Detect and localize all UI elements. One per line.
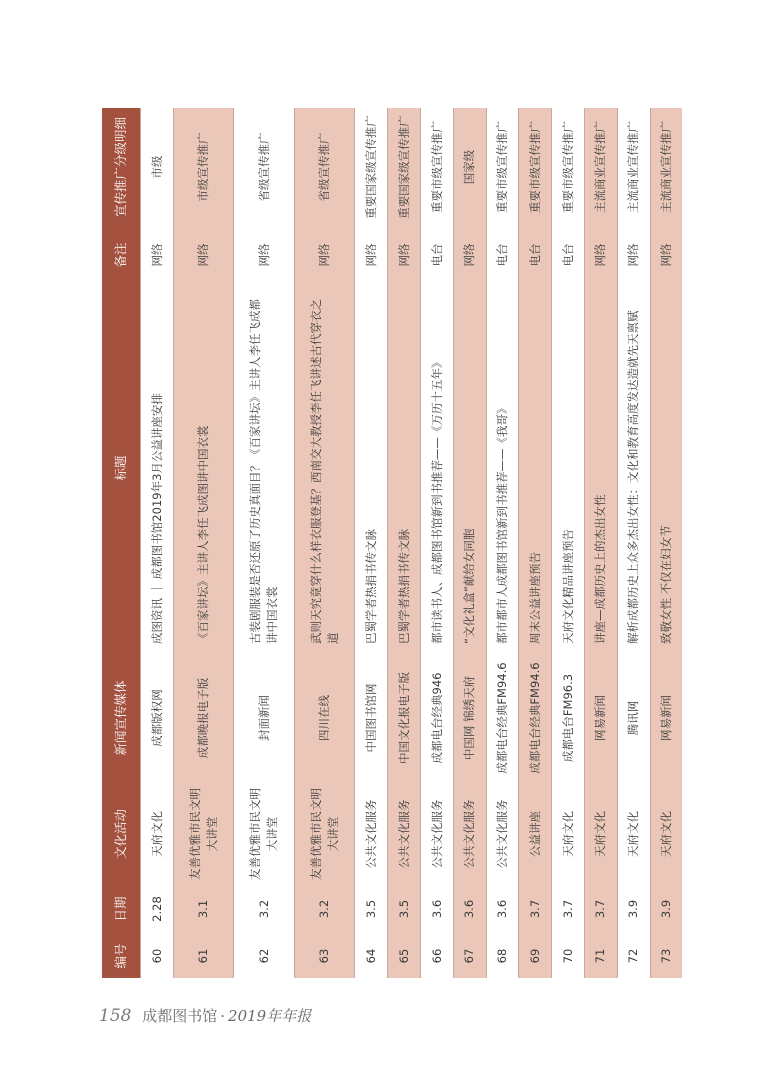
cell-activity: 公共文化服务 (388, 784, 421, 884)
cell-media: 网易新闻 (584, 652, 617, 784)
cell-media: 成都电台经典946 (421, 652, 454, 784)
cell-activity: 公共文化服务 (355, 784, 388, 884)
cell-number: 64 (355, 934, 388, 978)
cell-activity: 天府文化 (141, 784, 174, 884)
header-date: 日期 (102, 884, 141, 934)
cell-date: 3.6 (421, 884, 454, 934)
cell-level: 市级 (141, 108, 174, 226)
table-row (617, 108, 650, 978)
cell-note: 网络 (141, 226, 174, 284)
cell-level: 主流商业宣传推广 (650, 108, 682, 226)
cell-title: 古装剧服装是否还原了历史真面目？《百家讲坛》主讲人李任飞成都讲中国衣裳 (234, 284, 295, 652)
cell-note: 电台 (519, 226, 552, 284)
cell-media: 封面新闻 (234, 652, 295, 784)
cell-number: 67 (453, 934, 486, 978)
cell-note: 电台 (552, 226, 585, 284)
cell-media: 中国文化报电子版 (388, 652, 421, 784)
header-note: 备注 (102, 226, 141, 284)
table-row (519, 108, 552, 978)
cell-note: 网络 (355, 226, 388, 284)
header-title: 标题 (102, 284, 141, 652)
cell-activity: 天府文化 (552, 784, 585, 884)
cell-note: 网络 (388, 226, 421, 284)
publicity-table (102, 108, 682, 978)
cell-number: 69 (519, 934, 552, 978)
book-title: 成都图书馆 (142, 1007, 218, 1025)
cell-title: 致敬女性 不仅在妇女节 (650, 284, 682, 652)
table-row (421, 108, 454, 978)
footer-separator: · (220, 1007, 226, 1025)
table-body (141, 108, 683, 978)
cell-number: 63 (294, 934, 355, 978)
cell-note: 网络 (584, 226, 617, 284)
cell-title: 都市读书人、成都图书馆新到书推荐——《万历十五年》 (421, 284, 454, 652)
table-row (453, 108, 486, 978)
cell-media: 中国网 锦绣天府 (453, 652, 486, 784)
cell-number: 62 (234, 934, 295, 978)
table-row (486, 108, 519, 978)
cell-title: “文化礼盒”献给女同胞 (453, 284, 486, 652)
cell-date: 3.7 (519, 884, 552, 934)
cell-number: 68 (486, 934, 519, 978)
cell-title: 武则天究竟穿什么样衣服登基？西南交大教授李任飞讲述古代穿衣之道 (294, 284, 355, 652)
table-row (355, 108, 388, 978)
cell-activity: 友善优雅市民文明大讲堂 (294, 784, 355, 884)
table-row (552, 108, 585, 978)
cell-number: 70 (552, 934, 585, 978)
cell-date: 3.9 (617, 884, 650, 934)
cell-activity: 天府文化 (584, 784, 617, 884)
table-row (173, 108, 234, 978)
cell-note: 网络 (234, 226, 295, 284)
cell-media: 四川在线 (294, 652, 355, 784)
cell-title: 巴蜀学者热捐书传文脉 (355, 284, 388, 652)
cell-number: 60 (141, 934, 174, 978)
cell-note: 电台 (486, 226, 519, 284)
cell-title: 解析成都历史上众多杰出女性：文化和教育高度发达造就先天禀赋 (617, 284, 650, 652)
cell-media: 成都晚报电子版 (173, 652, 234, 784)
cell-number: 65 (388, 934, 421, 978)
page-number: 158 (99, 1006, 132, 1026)
table-row (584, 108, 617, 978)
cell-note: 网络 (650, 226, 682, 284)
cell-level: 重要市级宣传推广 (421, 108, 454, 226)
table-row (388, 108, 421, 978)
cell-title: 周末公益讲座预告 (519, 284, 552, 652)
header-level: 宣传推广分级明细 (102, 108, 141, 226)
cell-title: 《百家讲坛》主讲人李任飞成图讲中国衣裳 (173, 284, 234, 652)
header-media: 新闻宣传媒体 (102, 652, 141, 784)
cell-title: 都市都市人成都图书馆新到书推荐——《我哥》 (486, 284, 519, 652)
cell-media: 成都电台FM96.3 (552, 652, 585, 784)
cell-title: 巴蜀学者热捐书传文脉 (388, 284, 421, 652)
table-row (234, 108, 295, 978)
cell-date: 3.5 (388, 884, 421, 934)
cell-level: 重要市级宣传推广 (552, 108, 585, 226)
cell-activity: 公共文化服务 (421, 784, 454, 884)
cell-level: 市级宣传推广 (173, 108, 234, 226)
cell-note: 网络 (617, 226, 650, 284)
cell-title: 成图资讯 ｜ 成都图书馆2019年3月公益讲座安排 (141, 284, 174, 652)
cell-level: 重要国家级宣传推广 (388, 108, 421, 226)
cell-date: 3.9 (650, 884, 682, 934)
table-row (650, 108, 682, 978)
cell-level: 重要市级宣传推广 (519, 108, 552, 226)
cell-activity: 天府文化 (650, 784, 682, 884)
cell-level: 省级宣传推广 (294, 108, 355, 226)
cell-activity: 天府文化 (617, 784, 650, 884)
cell-note: 电台 (421, 226, 454, 284)
cell-media: 网易新闻 (650, 652, 682, 784)
cell-media: 中国图书馆网 (355, 652, 388, 784)
cell-date: 3.6 (486, 884, 519, 934)
cell-title: 天府文化精品讲座预告 (552, 284, 585, 652)
cell-date: 3.2 (234, 884, 295, 934)
cell-level: 国家级 (453, 108, 486, 226)
cell-number: 71 (584, 934, 617, 978)
cell-note: 网络 (294, 226, 355, 284)
report-year: 2019年年报 (228, 1007, 312, 1025)
cell-date: 3.2 (294, 884, 355, 934)
cell-activity: 友善优雅市民文明大讲堂 (234, 784, 295, 884)
header-activity: 文化活动 (102, 784, 141, 884)
cell-activity: 公共文化服务 (486, 784, 519, 884)
cell-media: 腾讯网 (617, 652, 650, 784)
cell-number: 66 (421, 934, 454, 978)
cell-level: 主流商业宣传推广 (617, 108, 650, 226)
header-number: 编号 (102, 934, 141, 978)
cell-activity: 友善优雅市民文明大讲堂 (173, 784, 234, 884)
cell-number: 61 (173, 934, 234, 978)
table-row (294, 108, 355, 978)
cell-level: 重要国家级宣传推广 (355, 108, 388, 226)
cell-activity: 公共文化服务 (453, 784, 486, 884)
cell-level: 省级宣传推广 (234, 108, 295, 226)
rotated-table-container (102, 108, 682, 978)
cell-note: 网络 (453, 226, 486, 284)
cell-level: 主流商业宣传推广 (584, 108, 617, 226)
table-header-row (102, 108, 141, 978)
cell-title: 讲座—成都历史上的杰出女性 (584, 284, 617, 652)
cell-date: 3.7 (552, 884, 585, 934)
cell-media: 成都电台经典FM94.6 (519, 652, 552, 784)
cell-level: 重要市级宣传推广 (486, 108, 519, 226)
cell-date: 3.6 (453, 884, 486, 934)
cell-media: 成都版权网 (141, 652, 174, 784)
cell-number: 72 (617, 934, 650, 978)
cell-note: 网络 (173, 226, 234, 284)
cell-date: 3.7 (584, 884, 617, 934)
cell-date: 3.1 (173, 884, 234, 934)
cell-activity: 公益讲座 (519, 784, 552, 884)
cell-date: 3.5 (355, 884, 388, 934)
cell-media: 成都电台经典FM94.6 (486, 652, 519, 784)
cell-number: 73 (650, 934, 682, 978)
page-footer (99, 1005, 311, 1026)
cell-date: 2.28 (141, 884, 174, 934)
table-row (141, 108, 174, 978)
